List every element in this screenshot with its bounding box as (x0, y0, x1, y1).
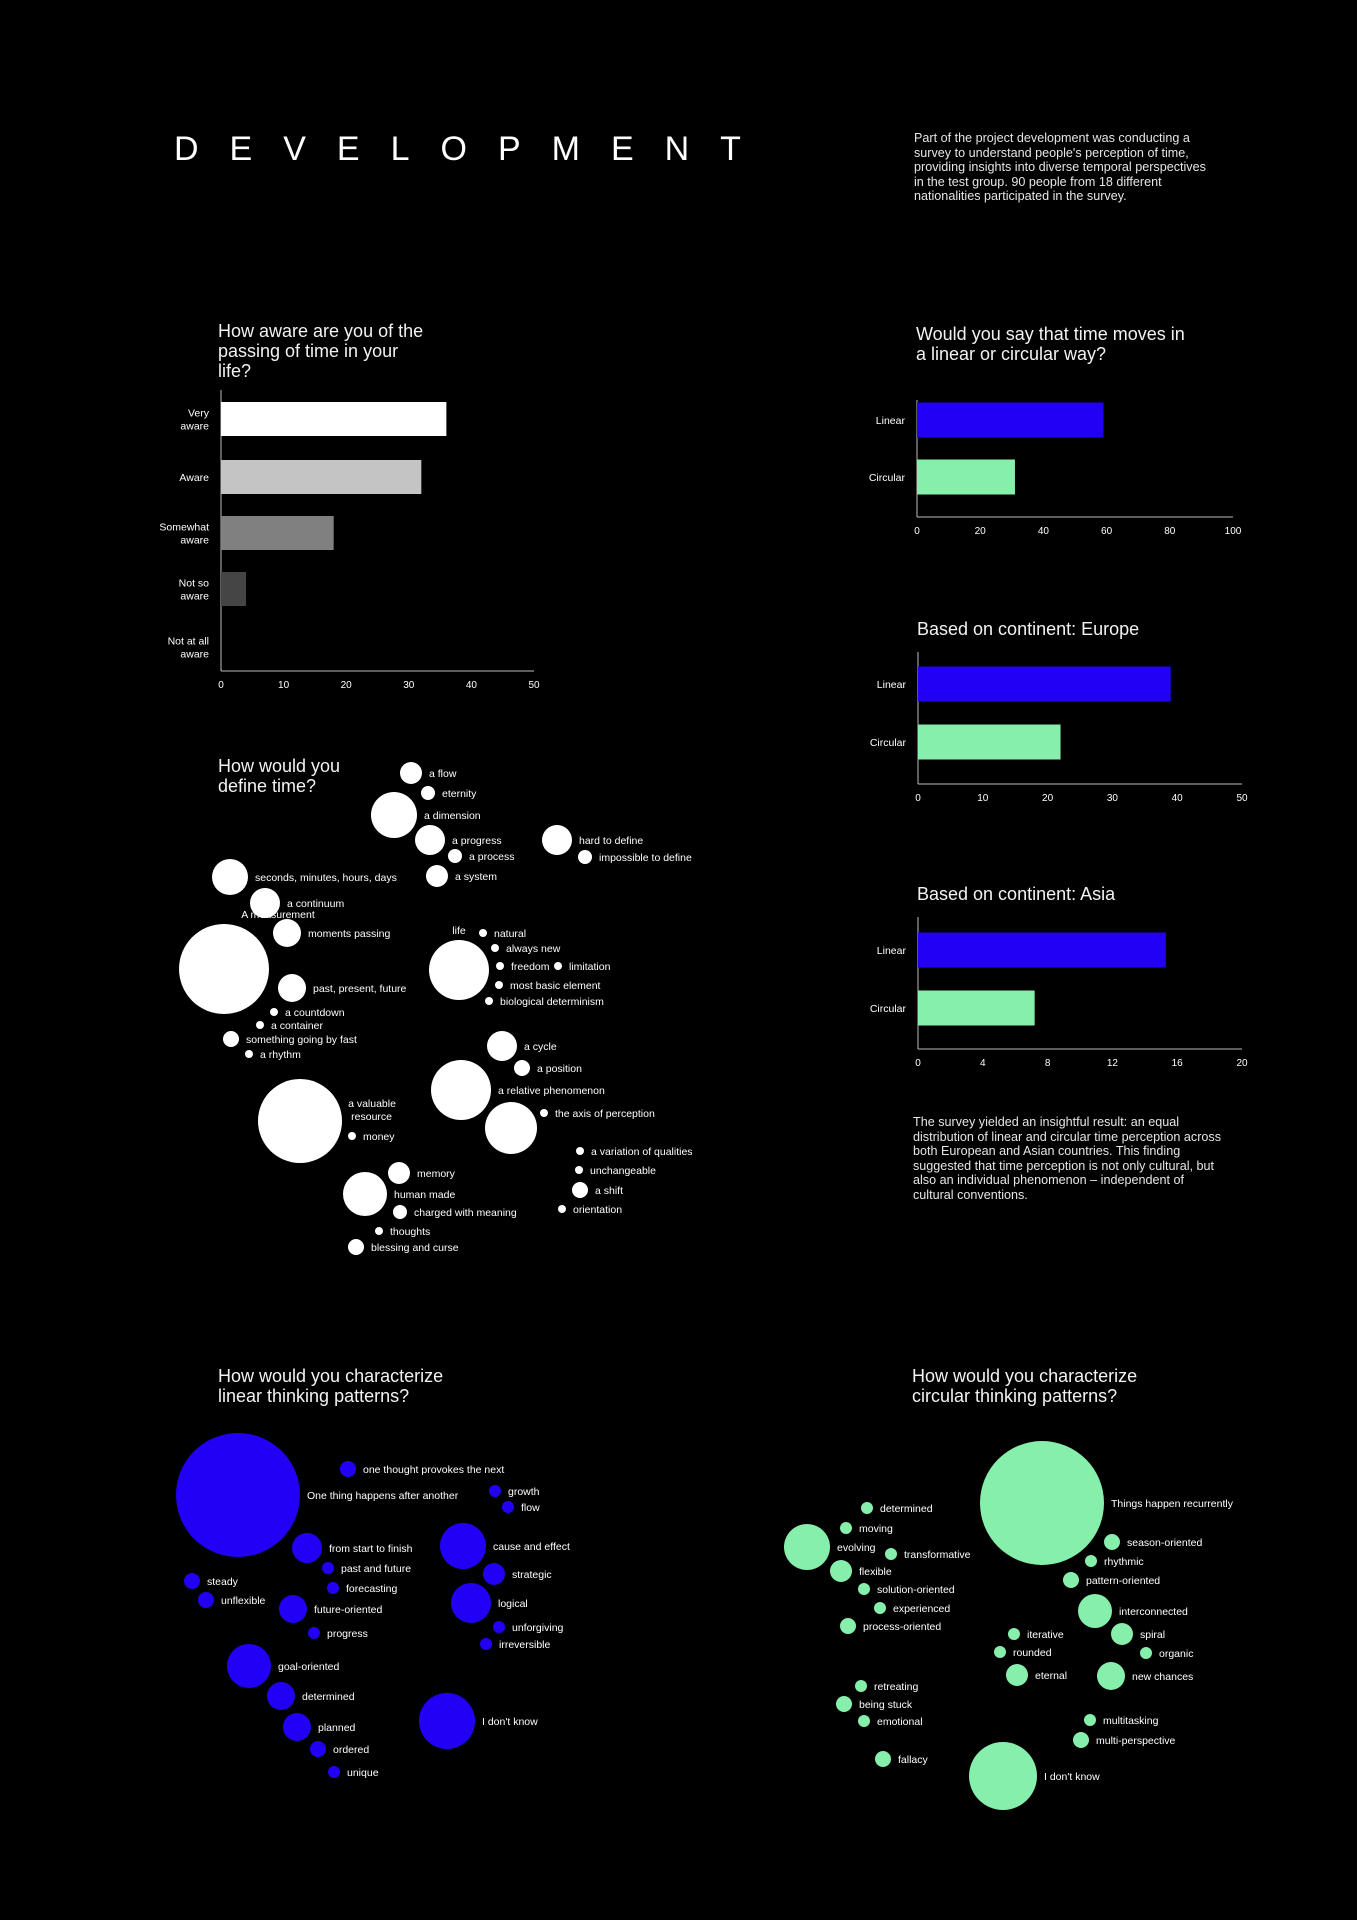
chart-asia (870, 884, 1248, 1069)
x-tick-label: 20 (1236, 1058, 1248, 1069)
bubble-multi-perspective (1073, 1732, 1089, 1748)
bubble-a-shift (572, 1182, 588, 1198)
bubble-label-planned: planned (318, 1722, 356, 1734)
bar-circular (918, 725, 1061, 760)
bubble-cause-and-effect (440, 1523, 486, 1569)
bubble-label-steady: steady (207, 1576, 238, 1588)
category-label-very-aware (180, 408, 209, 433)
bubble-label-thoughts: thoughts (390, 1226, 431, 1238)
bubble-eternity (421, 786, 435, 800)
bubble-label-a-continuum: a continuum (287, 898, 345, 910)
x-tick-label: 60 (1101, 526, 1113, 537)
intro-paragraph: Part of the project development was conducting a survey to understand people's perception of time, providing insights into diverse temporal perspectives in the test group. 90 people from 18 different nationalities participated in the survey. (914, 131, 1206, 204)
chart-circular_patterns (784, 1366, 1234, 1810)
bubble-pattern-oriented (1063, 1572, 1079, 1588)
category-label-line: Circular (869, 737, 906, 749)
x-tick-label: 30 (1106, 793, 1118, 804)
bubble-label-season-oriented: season-oriented (1127, 1537, 1203, 1549)
bubble-label-freedom: freedom (511, 961, 550, 973)
bubble-from-start-to-finish (292, 1533, 322, 1563)
chart-title-europe-line: Based on continent: Europe (917, 619, 1140, 639)
bubble-a-relative-phenomenon (431, 1060, 491, 1120)
bubble-label-a-measurement: A measurement (241, 909, 315, 921)
bar-linear (918, 667, 1171, 702)
bubble-evolving (784, 1524, 830, 1570)
category-label-circular (870, 737, 907, 749)
bubble-organic (1140, 1647, 1152, 1659)
category-label-aware (179, 472, 209, 484)
bubble-label-irreversible: irreversible (499, 1639, 551, 1651)
bubble-label-the-axis-of-perception: the axis of perception (555, 1108, 655, 1120)
category-label-line: aware (180, 590, 209, 603)
bubble-interconnected (1078, 1594, 1112, 1628)
bubble-label-multitasking: multitasking (1103, 1715, 1159, 1727)
bar-somewhat-aware (221, 516, 334, 550)
category-label-line: Very (187, 407, 209, 420)
bar-very-aware (221, 402, 446, 436)
bubble-label-i-don-t-know: I don't know (1044, 1771, 1100, 1783)
bubble-planned (283, 1713, 311, 1741)
chart-title-awareness-line: passing of time in your (218, 341, 399, 361)
bubble-past-present-future (278, 974, 306, 1002)
bubble-solution-oriented (858, 1583, 870, 1595)
x-tick-label: 100 (1224, 526, 1242, 537)
category-label-line: Linear (876, 679, 906, 691)
bubble-a-progress (415, 825, 445, 855)
bubble-life (429, 940, 489, 1000)
bubble-seconds-minutes-hours-days (212, 859, 248, 895)
category-label-linear (877, 945, 907, 957)
bubble-label-a-position: a position (537, 1063, 582, 1075)
bubble-season-oriented (1104, 1534, 1120, 1550)
x-tick-label: 10 (977, 793, 989, 804)
bubble-label-unchangeable: unchangeable (590, 1165, 656, 1177)
x-tick-label: 0 (915, 793, 921, 804)
x-tick-label: 0 (218, 680, 224, 691)
bubble-a-cycle (487, 1031, 517, 1061)
bubble-label-a-flow: a flow (429, 768, 457, 780)
chart-title-asia (917, 884, 1116, 904)
bubble-label-i-don-t-know: I don't know (482, 1716, 538, 1728)
category-label-line: Linear (876, 945, 906, 957)
bubble-a-position (514, 1060, 530, 1076)
category-label-line: Somewhat (159, 521, 209, 534)
bubble-label-iterative: iterative (1027, 1629, 1064, 1641)
bubble-unforgiving (493, 1621, 505, 1633)
x-tick-label: 0 (914, 526, 920, 537)
bubble-a-measurement (179, 924, 269, 1014)
bubble-determined (861, 1502, 873, 1514)
bubble-label-fallacy: fallacy (898, 1754, 928, 1766)
bubble-eternal (1006, 1664, 1028, 1686)
x-tick-label: 20 (340, 680, 352, 691)
category-label-line: Not at all (167, 635, 209, 648)
bubble-a-rhythm (245, 1050, 253, 1058)
bubble-label-one-thing-happens-after-another: One thing happens after another (307, 1490, 459, 1502)
chart-awareness (159, 321, 540, 691)
bubble-unflexible (198, 1592, 214, 1608)
bubble-i-don-t-know (419, 1693, 475, 1749)
bubble-label-things-happen-recurrently: Things happen recurrently (1111, 1498, 1233, 1510)
bubble-label-hard-to-define: hard to define (579, 835, 644, 847)
bubble-always-new (491, 944, 499, 952)
chart-title-circular_patterns-line: How would you characterize (912, 1366, 1138, 1386)
bubble-future-oriented (279, 1595, 307, 1623)
x-tick-label: 50 (528, 680, 540, 691)
bubble-label-interconnected: interconnected (1119, 1606, 1188, 1618)
category-label-line: aware (180, 648, 209, 661)
bubble-label-logical: logical (498, 1598, 528, 1610)
bubble-spiral (1111, 1623, 1133, 1645)
bubble-rounded (994, 1646, 1006, 1658)
category-label-line: Circular (868, 472, 905, 484)
bar-linear (917, 403, 1103, 438)
bubble-label-retreating: retreating (874, 1681, 919, 1693)
chart-title-circular_patterns (912, 1366, 1137, 1406)
bubble-things-happen-recurrently (980, 1441, 1104, 1565)
category-label-circular (869, 472, 906, 484)
bubble-label-blessing-and-curse: blessing and curse (371, 1242, 459, 1254)
bubble-ordered (310, 1741, 326, 1757)
bubble-label-a-cycle: a cycle (524, 1041, 557, 1053)
bubble-label-process-oriented: process-oriented (863, 1621, 942, 1633)
chart-title-linear_circular (916, 324, 1185, 364)
bubble-label-something-going-by-fast: something going by fast (246, 1034, 357, 1046)
bubble-label-past-present-future: past, present, future (313, 983, 407, 995)
bubble-unchangeable (575, 1166, 583, 1174)
bubble-label-flow: flow (521, 1502, 540, 1514)
bubble-label-eternity: eternity (442, 788, 477, 800)
bar-circular (918, 991, 1035, 1026)
bubble-label-rhythmic: rhythmic (1104, 1556, 1144, 1568)
chart-title-linear_patterns-line: linear thinking patterns? (218, 1386, 410, 1406)
x-tick-label: 10 (278, 680, 290, 691)
chart-title-awareness (218, 321, 423, 381)
bubble-label-a-container: a container (271, 1020, 323, 1032)
bubble-label-line: resource (351, 1111, 393, 1123)
bubble-label-a-process: a process (469, 851, 515, 863)
bubble-label-strategic: strategic (512, 1569, 552, 1581)
bubble-label-a-relative-phenomenon: a relative phenomenon (498, 1085, 605, 1097)
bubble-impossible-to-define (578, 850, 592, 864)
bubble-emotional (858, 1715, 870, 1727)
bubble-logical (451, 1583, 491, 1623)
bubble-flexible (830, 1560, 852, 1582)
bubble-progress (308, 1627, 320, 1639)
bubble-a-process (448, 849, 462, 863)
bubble-label-goal-oriented: goal-oriented (278, 1661, 340, 1673)
bubble-determined (267, 1682, 295, 1710)
bubble-forecasting (327, 1582, 339, 1594)
bubble-label-multi-perspective: multi-perspective (1096, 1735, 1176, 1747)
chart-linear_circular (869, 324, 1242, 537)
chart-title-linear_patterns (218, 1366, 443, 1406)
bubble-label-experienced: experienced (893, 1603, 951, 1615)
bubble-process-oriented (840, 1618, 856, 1634)
bubble-experienced (874, 1602, 886, 1614)
bubble-a-system (426, 865, 448, 887)
bubble-a-container (256, 1021, 264, 1029)
bubble-a-variation-of-qualities (576, 1147, 584, 1155)
bubble-label-evolving: evolving (837, 1542, 876, 1554)
bar-aware (221, 460, 421, 494)
chart-define_time (179, 756, 693, 1255)
x-tick-label: 40 (1171, 793, 1183, 804)
x-tick-label: 50 (1236, 793, 1248, 804)
bubble-label-growth: growth (508, 1486, 540, 1498)
bubble-charged-with-meaning (393, 1205, 407, 1219)
bubble-a-countdown (270, 1008, 278, 1016)
x-tick-label: 8 (1044, 1058, 1051, 1069)
bubble-multitasking (1084, 1714, 1096, 1726)
category-label-somewhat-aware (159, 522, 209, 547)
bubble-thoughts (375, 1227, 383, 1235)
bubble-steady (184, 1573, 200, 1589)
bubble-label-a-countdown: a countdown (285, 1007, 345, 1019)
bubble-label-cause-and-effect: cause and effect (493, 1541, 570, 1553)
category-label-line: Circular (869, 1003, 906, 1015)
bubble-label-money: money (363, 1131, 395, 1143)
bubble-a-valuable-resource (258, 1079, 342, 1163)
bubble-label-moving: moving (859, 1523, 893, 1535)
category-label-line: aware (180, 420, 209, 433)
x-tick-label: 0 (915, 1058, 921, 1069)
chart-title-linear_circular-line: Would you say that time moves in (916, 324, 1185, 344)
bubble-irreversible (480, 1638, 492, 1650)
bubble-i-don-t-know (969, 1742, 1037, 1810)
bubble-label-full (392, 1119, 394, 1120)
chart-title-linear_patterns-line: How would you characterize (218, 1366, 444, 1386)
bubble-human-made (343, 1172, 387, 1216)
bubble-iterative (1008, 1628, 1020, 1640)
x-tick-label: 16 (1171, 1058, 1183, 1069)
bubble-label-pattern-oriented: pattern-oriented (1086, 1575, 1161, 1587)
bubble-label-new-chances: new chances (1132, 1671, 1194, 1683)
x-tick-label: 30 (403, 680, 415, 691)
bubble-label-progress: progress (327, 1628, 368, 1640)
bubble-something-going-by-fast (223, 1031, 239, 1047)
bar-not-so-aware (221, 572, 246, 606)
chart-europe (870, 619, 1248, 804)
chart-linear_patterns (176, 1366, 570, 1779)
bubble-label-organic: organic (1159, 1648, 1194, 1660)
chart-title-define_time-line: define time? (218, 776, 317, 796)
bubble-one-thing-happens-after-another (176, 1433, 300, 1557)
category-label-circular (870, 1003, 907, 1015)
x-tick-label: 40 (1037, 526, 1049, 537)
bubble-label-one-thought-provokes-the-next: one thought provokes the next (363, 1464, 505, 1476)
bubble-label-a-valuable-resource (348, 1098, 396, 1123)
bubble-one-thought-provokes-the-next (340, 1461, 356, 1477)
conclusion-paragraph: The survey yielded an insightful result: an equal distribution of linear and circular time perception across both European and Asian countries. This finding suggested that time perception is not only cultural, but also an individual phenomenon – independent of cultural conventions. (913, 1115, 1221, 1202)
bubble-most-basic-element (495, 981, 503, 989)
bubble-strategic (483, 1563, 505, 1585)
bubble-label-moments-passing: moments passing (308, 928, 391, 940)
bubble-label-limitation: limitation (569, 961, 611, 973)
x-tick-label: 80 (1164, 526, 1176, 537)
bubble-flow (502, 1501, 514, 1513)
bubble-label-unflexible: unflexible (221, 1595, 266, 1607)
bubble-moving (840, 1522, 852, 1534)
bubble-label-a-rhythm: a rhythm (260, 1049, 301, 1061)
bubble-label-impossible-to-define: impossible to define (599, 852, 692, 864)
bubble-transformative (885, 1548, 897, 1560)
bubble-freedom (496, 962, 504, 970)
page-title: DEVELOPMENT (174, 130, 772, 168)
bubble-label-a-variation-of-qualities: a variation of qualities (591, 1146, 693, 1158)
x-tick-label: 20 (1042, 793, 1054, 804)
bubble-moments-passing (273, 919, 301, 947)
x-tick-label: 4 (980, 1058, 986, 1069)
bubble-label-emotional: emotional (877, 1716, 923, 1728)
bubble-label-life: life (452, 925, 466, 937)
x-tick-label: 12 (1106, 1058, 1118, 1069)
bubble-label-a-dimension: a dimension (424, 810, 481, 822)
bubble-new-chances (1097, 1662, 1125, 1690)
bubble-label-seconds-minutes-hours-days: seconds, minutes, hours, days (255, 872, 397, 884)
bubble-label-solution-oriented: solution-oriented (877, 1584, 955, 1596)
chart-title-europe (917, 619, 1139, 639)
category-label-line: Linear (875, 415, 905, 427)
bubble-unique (328, 1766, 340, 1778)
bubble-limitation (554, 962, 562, 970)
bubble-label-rounded: rounded (1013, 1647, 1052, 1659)
bubble-label-change: change (493, 1110, 528, 1122)
bubble-a-flow (400, 762, 422, 784)
bubble-label-natural: natural (494, 928, 527, 940)
bubble-label-unforgiving: unforgiving (512, 1622, 564, 1634)
bubble-label-being-stuck: being stuck (859, 1699, 913, 1711)
category-label-line: Not so (178, 577, 209, 590)
bubble-label-past-and-future: past and future (341, 1563, 412, 1575)
bubble-label-charged-with-meaning: charged with meaning (414, 1207, 517, 1219)
bubble-label-determined: determined (880, 1503, 933, 1515)
bubble-label-transformative: transformative (904, 1549, 971, 1561)
bubble-label-unique: unique (347, 1767, 379, 1779)
bubble-label-a-progress: a progress (452, 835, 502, 847)
bubble-label-future-oriented: future-oriented (314, 1604, 383, 1616)
bubble-natural (479, 929, 487, 937)
bubble-label-from-start-to-finish: from start to finish (329, 1543, 413, 1555)
bar-linear (918, 933, 1166, 968)
category-label-linear (876, 415, 906, 427)
bubble-label-ordered: ordered (333, 1744, 370, 1756)
bubble-past-and-future (322, 1562, 334, 1574)
bubble-memory (388, 1162, 410, 1184)
chart-title-awareness-line: life? (218, 361, 252, 381)
bubble-rhythmic (1085, 1555, 1097, 1567)
bubble-label-determined: determined (302, 1691, 355, 1703)
bubble-fallacy (875, 1751, 891, 1767)
chart-title-define_time-line: How would you (218, 756, 341, 776)
category-label-not-so-aware (179, 578, 210, 603)
bubble-orientation (558, 1205, 566, 1213)
bubble-the-axis-of-perception (540, 1109, 548, 1117)
bar-circular (917, 460, 1015, 495)
chart-title-circular_patterns-line: circular thinking patterns? (912, 1386, 1118, 1406)
bubble-blessing-and-curse (348, 1239, 364, 1255)
bubble-biological-determinism (485, 997, 493, 1005)
bubble-growth (489, 1485, 501, 1497)
bubble-label-eternal: eternal (1035, 1670, 1068, 1682)
bubble-label-orientation: orientation (573, 1204, 623, 1216)
bubble-label-most-basic-element: most basic element (510, 980, 601, 992)
x-tick-label: 20 (974, 526, 986, 537)
bubble-label-line: a valuable (348, 1098, 396, 1110)
category-label-linear (877, 679, 907, 691)
chart-title-define_time (218, 756, 340, 796)
category-label-not-at-all-aware (168, 636, 210, 661)
bubble-goal-oriented (227, 1644, 271, 1688)
bubble-label-memory: memory (417, 1168, 455, 1180)
bubble-retreating (855, 1680, 867, 1692)
bubble-label-forecasting: forecasting (346, 1583, 398, 1595)
bubble-label-spiral: spiral (1140, 1629, 1166, 1641)
chart-title-awareness-line: How aware are you of the (218, 321, 424, 341)
bubble-hard-to-define (542, 825, 572, 855)
x-tick-label: 40 (465, 680, 477, 691)
bubble-a-dimension (371, 792, 417, 838)
bubble-money (348, 1132, 356, 1140)
bubble-label-always-new: always new (506, 943, 561, 955)
bubble-being-stuck (836, 1696, 852, 1712)
category-label-line: Aware (179, 472, 209, 484)
chart-title-asia-line: Based on continent: Asia (917, 884, 1116, 904)
bubble-label-biological-determinism: biological determinism (500, 996, 604, 1008)
bubble-label-a-shift: a shift (595, 1185, 624, 1197)
bubble-label-flexible: flexible (859, 1566, 892, 1578)
bubble-label-human-made: human made (394, 1189, 456, 1201)
chart-title-linear_circular-line: a linear or circular way? (916, 344, 1107, 364)
bubble-label-a-system: a system (455, 871, 498, 883)
category-label-line: aware (180, 534, 209, 547)
